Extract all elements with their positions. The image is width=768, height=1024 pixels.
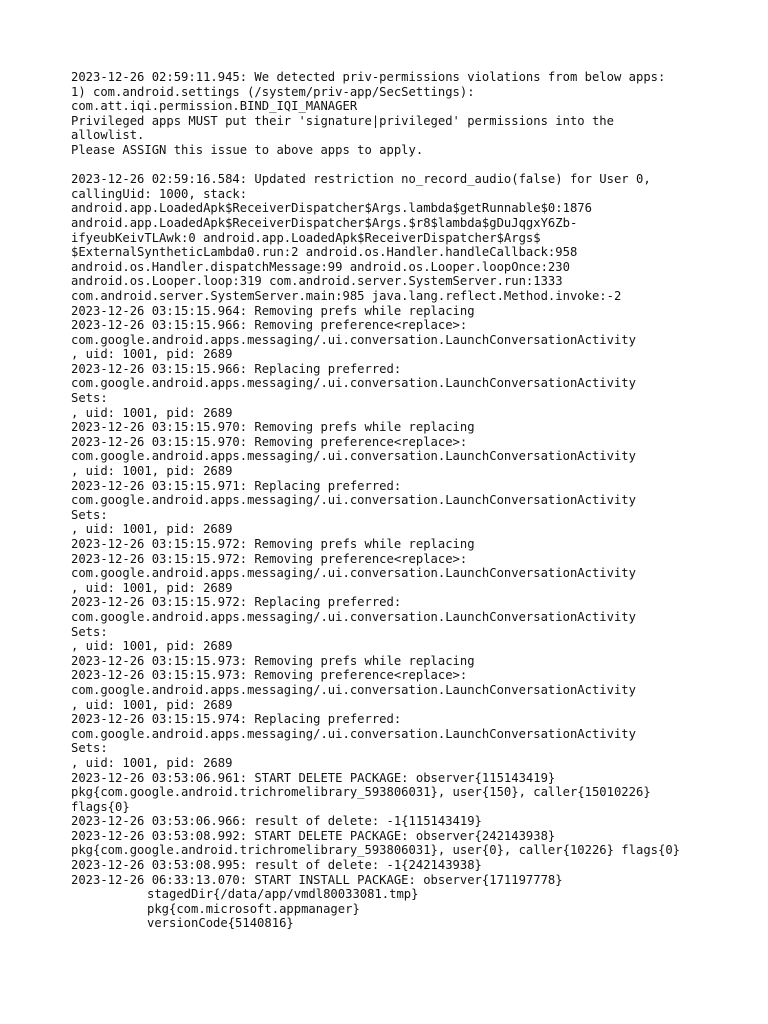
log-line: , uid: 1001, pid: 2689 — [71, 464, 233, 479]
log-line: com.google.android.apps.messaging/.ui.conversation.LaunchConversationActivity — [71, 726, 636, 741]
log-line: Sets: — [71, 507, 108, 522]
log-line: ifyeubKeivTLAwk:0 android.app.LoadedApk$ReceiverDispatcher$Args$ — [71, 230, 541, 245]
log-line: 2023-12-26 03:53:06.966: result of delete: -1{115143419} — [71, 814, 482, 829]
log-line: flags{0} — [71, 799, 130, 814]
log-line: 2023-12-26 06:33:13.070: START INSTALL PACKAGE: observer{171197778} — [71, 872, 563, 887]
log-line: 2023-12-26 03:15:15.966: Removing preference<replace>: — [71, 318, 468, 333]
log-line: , uid: 1001, pid: 2689 — [71, 522, 233, 537]
log-line: android.app.LoadedApk$ReceiverDispatcher$Args.lambda$getRunnable$0:1876 — [71, 201, 592, 216]
log-line: 2023-12-26 03:15:15.970: Removing preference<replace>: — [71, 434, 468, 449]
log-block-install-details — [71, 887, 751, 931]
log-line: com.att.iqi.permission.BIND_IQI_MANAGER — [71, 99, 358, 114]
log-line: , uid: 1001, pid: 2689 — [71, 347, 233, 362]
log-line: 2023-12-26 03:15:15.972: Replacing preferred: — [71, 595, 402, 610]
log-line: $ExternalSyntheticLambda0.run:2 android.os.Handler.handleCallback:958 — [71, 245, 578, 260]
log-line: com.google.android.apps.messaging/.ui.conversation.LaunchConversationActivity — [71, 566, 636, 581]
log-line: com.google.android.apps.messaging/.ui.conversation.LaunchConversationActivity — [71, 376, 636, 391]
log-line: pkg{com.google.android.trichromelibrary_593806031}, user{0}, caller{10226} flags{0} — [71, 843, 681, 858]
log-line: com.google.android.apps.messaging/.ui.conversation.LaunchConversationActivity — [71, 449, 636, 464]
log-line: 2023-12-26 03:15:15.973: Removing prefs while replacing — [71, 653, 475, 668]
log-document — [71, 70, 751, 931]
log-block-events — [71, 172, 751, 887]
log-line: 2023-12-26 03:53:08.992: START DELETE PACKAGE: observer{242143938} — [71, 828, 556, 843]
log-line: 2023-12-26 03:15:15.972: Removing preference<replace>: — [71, 551, 468, 566]
log-line: com.google.android.apps.messaging/.ui.conversation.LaunchConversationActivity — [71, 682, 636, 697]
log-line: Privileged apps MUST put their 'signature|privileged' permissions into the — [71, 113, 614, 128]
log-line: com.google.android.apps.messaging/.ui.conversation.LaunchConversationActivity — [71, 493, 636, 508]
log-line: , uid: 1001, pid: 2689 — [71, 580, 233, 595]
paragraph-gap — [71, 158, 751, 173]
log-line: , uid: 1001, pid: 2689 — [71, 405, 233, 420]
log-line: 2023-12-26 03:53:06.961: START DELETE PACKAGE: observer{115143419} — [71, 770, 556, 785]
log-line: 1) com.android.settings (/system/priv-app/SecSettings): — [71, 84, 475, 99]
log-line: 2023-12-26 03:15:15.974: Replacing preferred: — [71, 712, 402, 727]
log-line: , uid: 1001, pid: 2689 — [71, 697, 233, 712]
log-line: callingUid: 1000, stack: — [71, 186, 248, 201]
log-line: 2023-12-26 03:15:15.971: Replacing preferred: — [71, 478, 402, 493]
log-line: 2023-12-26 03:15:15.970: Removing prefs while replacing — [71, 420, 475, 435]
log-line: pkg{com.google.android.trichromelibrary_593806031}, user{150}, caller{15010226} — [71, 785, 651, 800]
log-line: Sets: — [71, 391, 108, 406]
log-line: allowlist. — [71, 128, 145, 143]
log-line: 2023-12-26 03:15:15.972: Removing prefs while replacing — [71, 537, 475, 551]
log-line: , uid: 1001, pid: 2689 — [71, 639, 233, 654]
log-line: android.os.Handler.dispatchMessage:99 android.os.Looper.loopOnce:230 — [71, 259, 570, 274]
log-line: pkg{com.microsoft.appmanager} — [147, 901, 360, 916]
log-line: stagedDir{/data/app/vmdl80033081.tmp} — [147, 887, 419, 902]
log-line: 2023-12-26 03:15:15.966: Replacing preferred: — [71, 361, 402, 376]
log-line: com.android.server.SystemServer.main:985 java.lang.reflect.Method.invoke:-2 — [71, 288, 622, 303]
log-line: com.google.android.apps.messaging/.ui.conversation.LaunchConversationActivity — [71, 609, 636, 624]
log-line: 2023-12-26 03:15:15.973: Removing preference<replace>: — [71, 668, 468, 683]
log-line: android.app.LoadedApk$ReceiverDispatcher$Args.$r8$lambda$gDuJqgxY6Zb- — [71, 215, 578, 230]
log-line: versionCode{5140816} — [147, 916, 294, 931]
log-line: android.os.Looper.loop:319 com.android.server.SystemServer.run:1333 — [71, 274, 563, 289]
log-line: com.google.android.apps.messaging/.ui.conversation.LaunchConversationActivity — [71, 332, 636, 347]
log-line: 2023-12-26 02:59:16.584: Updated restriction no_record_audio(false) for User 0, — [71, 172, 651, 187]
log-line: , uid: 1001, pid: 2689 — [71, 755, 233, 770]
log-line: 2023-12-26 03:53:08.995: result of delete: -1{242143938} — [71, 858, 482, 873]
log-line: 2023-12-26 02:59:11.945: We detected priv-permissions violations from below apps: — [71, 70, 666, 84]
log-line: 2023-12-26 03:15:15.964: Removing prefs while replacing — [71, 303, 475, 318]
log-block-permissions — [71, 70, 751, 158]
log-line: Sets: — [71, 624, 108, 639]
log-line: Please ASSIGN this issue to above apps to apply. — [71, 142, 424, 157]
log-line: Sets: — [71, 741, 108, 756]
